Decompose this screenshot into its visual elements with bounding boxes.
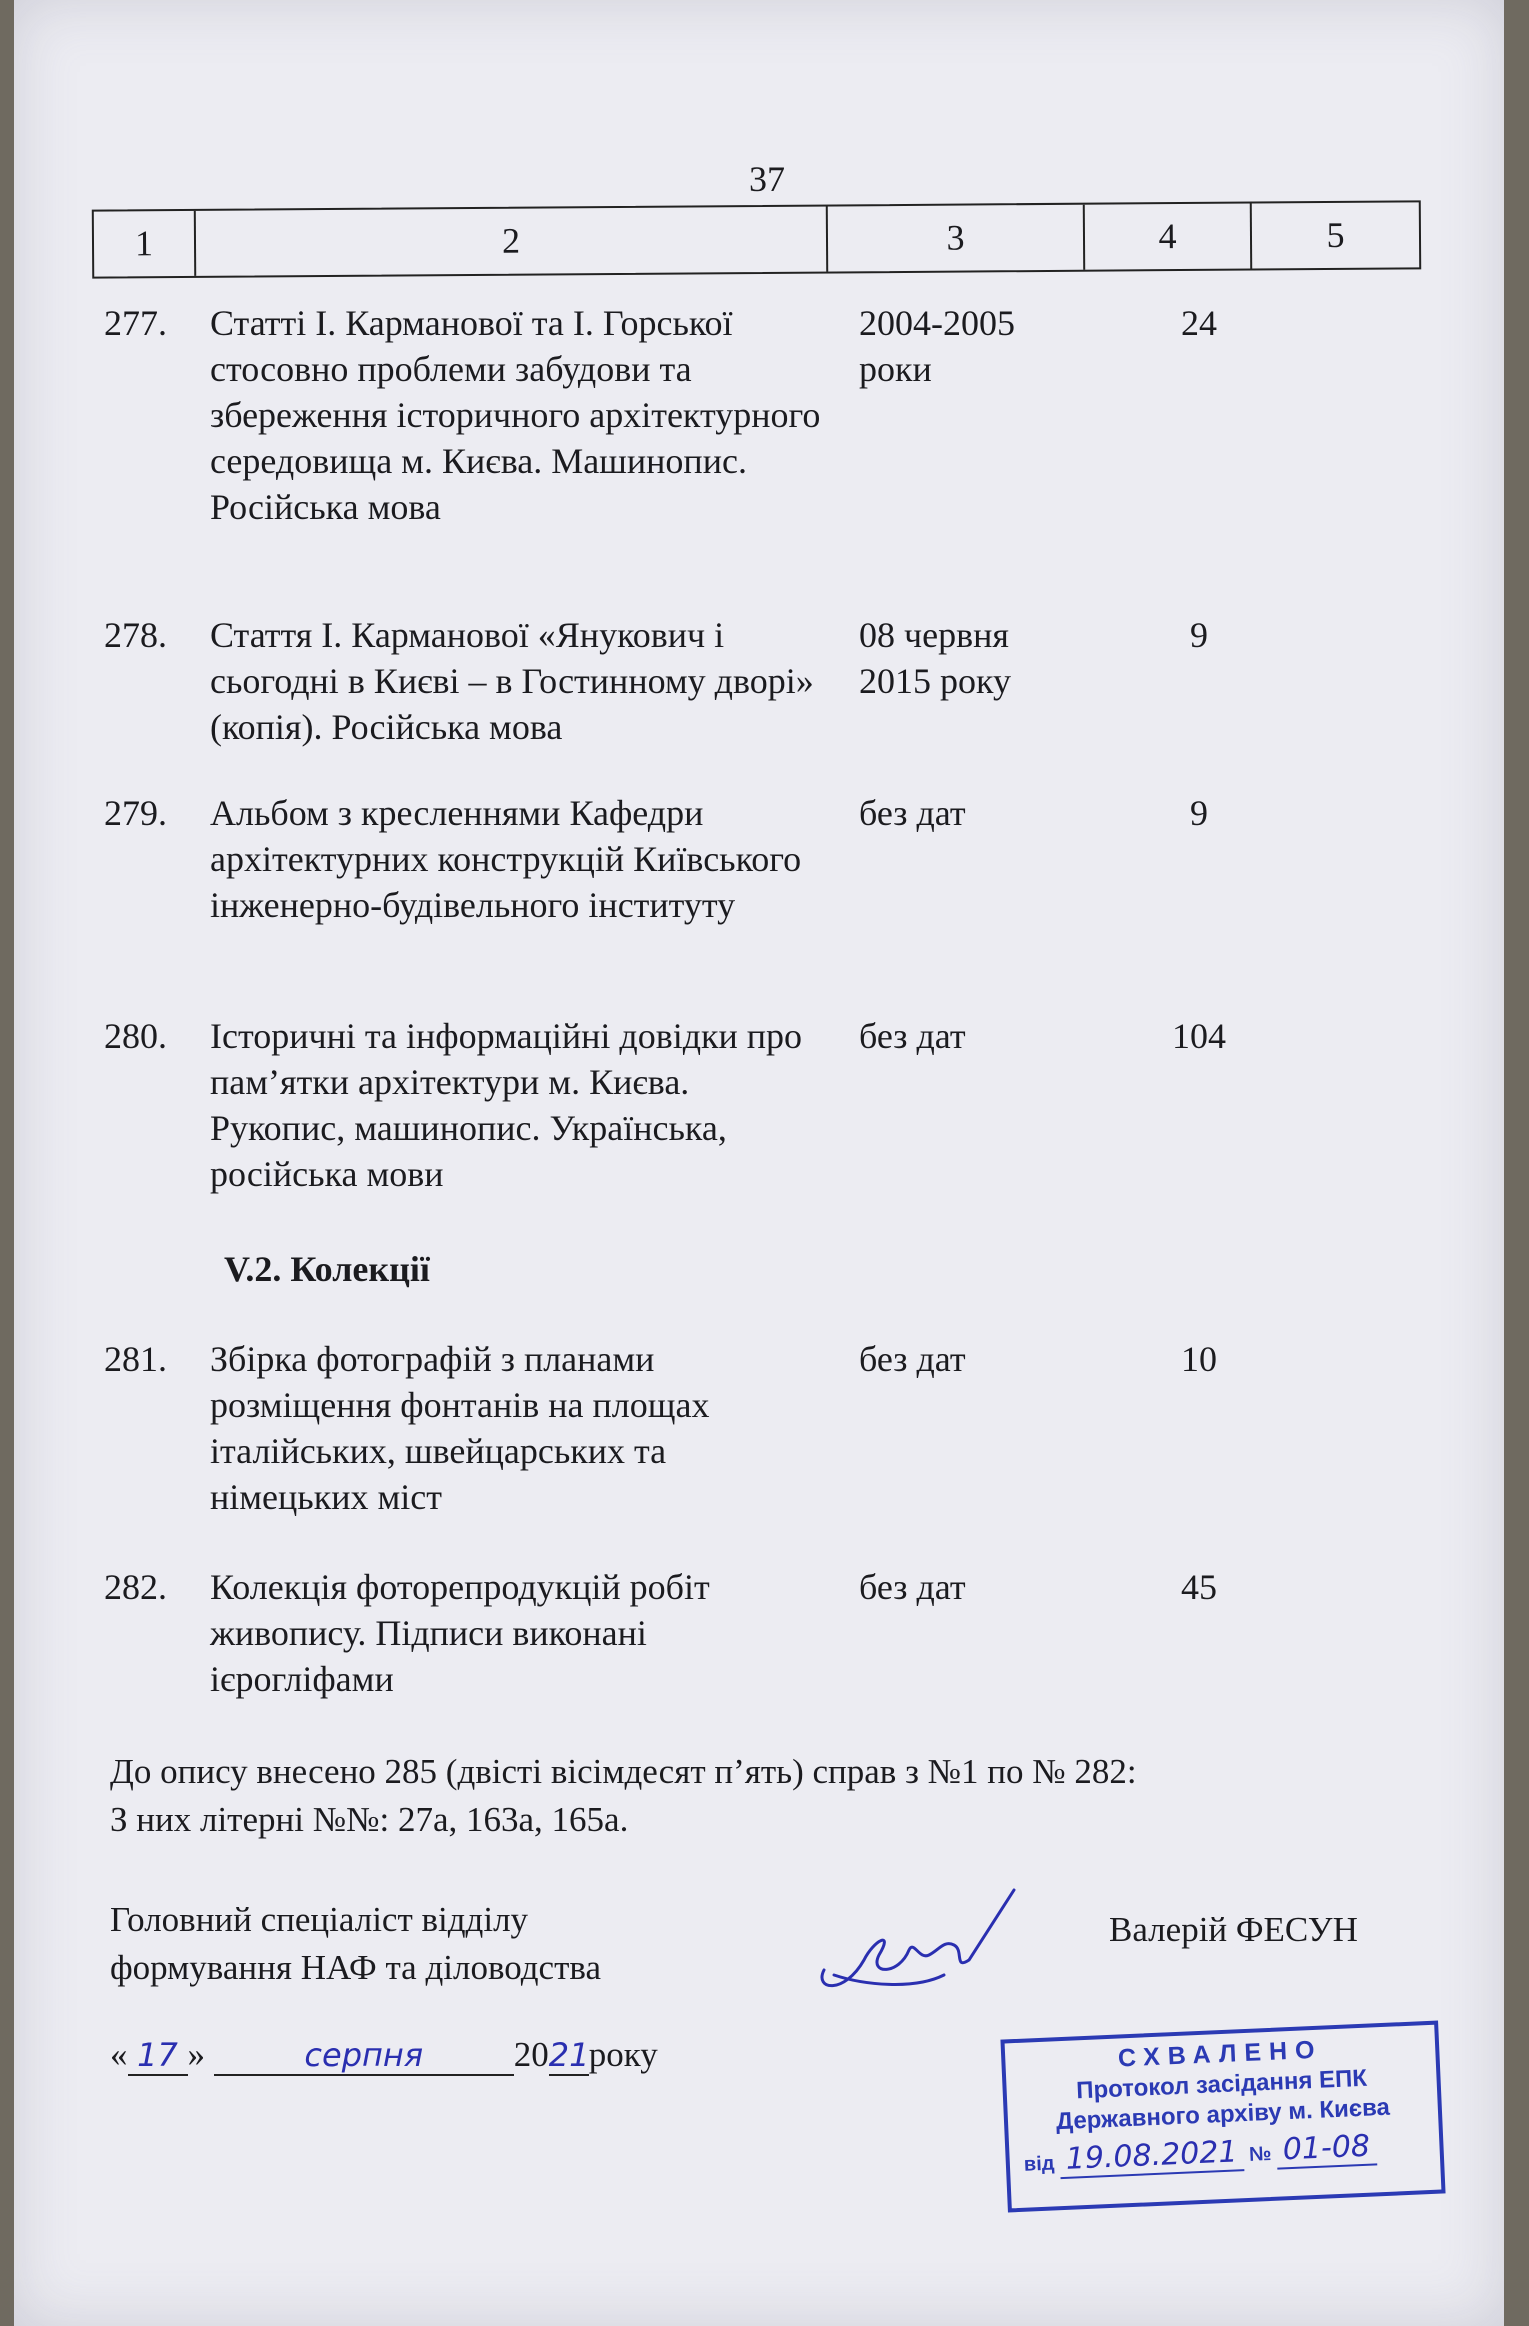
row-count: 104	[1172, 1016, 1226, 1056]
summary-line-1: До опису внесено 285 (двісті вісімдесят п’ять) справ з №1 по № 282:	[110, 1752, 1137, 1791]
page-number: 37	[749, 159, 785, 199]
section-title: V.2. Колекції	[224, 1249, 430, 1289]
row-number: 282.	[104, 1567, 167, 1607]
date-open-quote: «	[110, 2035, 128, 2074]
row-title: Колекція фоторепродукцій робіт живопису. Підписи виконані ієрогліфами	[210, 1567, 710, 1699]
date-year-suffix: 21	[548, 2036, 590, 2074]
document-page	[14, 0, 1504, 2326]
row-title: Історичні та інформаційні довідки про пам’ятки архітектури м. Києва. Рукопис, машинопис. Українська, російська мови	[210, 1016, 803, 1194]
signatory-title	[110, 1896, 601, 1992]
header-col-5: 5	[1326, 214, 1345, 256]
stamp-line-1: СХВАЛЕНО	[1117, 2035, 1324, 2073]
header-col-3: 3	[828, 205, 1085, 272]
summary-block	[110, 1748, 1137, 1844]
row-date: 08 червня 2015 року	[859, 615, 1011, 701]
date-close-quote: »	[187, 2035, 205, 2074]
date-year-prefix: 20	[513, 2035, 549, 2074]
row-number: 279.	[104, 793, 167, 833]
header-col-1: 1	[94, 211, 196, 277]
stamp-num-label: №	[1248, 2142, 1272, 2166]
row-title: Альбом з кресленнями Кафедри архітектурних конструкцій Київського інженерно-будівельного інституту	[210, 793, 802, 925]
row-number: 280.	[104, 1016, 167, 1056]
summary-line-2: З них літерні №№: 27а, 163а, 165а.	[110, 1800, 629, 1839]
stamp-from-label: від	[1023, 2152, 1055, 2176]
approval-stamp	[1000, 2021, 1445, 2213]
row-count: 9	[1190, 793, 1208, 833]
stamp-num-value: 01-08	[1276, 2128, 1377, 2169]
row-count: 24	[1181, 303, 1217, 343]
stamp-line-3: Державного архіву м. Києва	[1055, 2093, 1391, 2136]
stamp-line-2: Протокол засідання ЕПК	[1075, 2064, 1368, 2105]
signature-date	[110, 2035, 658, 2076]
handwritten-signature	[804, 1880, 1024, 2010]
row-title: Стаття І. Карманової «Янукович і сьогодні в Києві – в Гостинному дворі» (копія). Російська мова	[210, 615, 814, 747]
row-date: без дат	[859, 1567, 966, 1607]
row-title: Збірка фотографій з планами розміщення фонтанів на площах італійських, швейцарських та німецьких міст	[210, 1339, 710, 1517]
row-number: 278.	[104, 615, 167, 655]
signatory-title-line-1: Головний спеціаліст відділу	[110, 1900, 529, 1939]
date-suffix: року	[588, 2035, 658, 2074]
row-date: без дат	[859, 1016, 966, 1056]
signatory-name: Валерій ФЕСУН	[1109, 1910, 1358, 1949]
row-count: 10	[1181, 1339, 1217, 1379]
row-count: 45	[1181, 1567, 1217, 1607]
table-header	[92, 200, 1421, 278]
signatory-title-line-2: формування НАФ та діловодства	[110, 1948, 601, 1987]
stamp-date-value: 19.08.2021	[1059, 2134, 1244, 2179]
header-col-2: 2	[196, 207, 828, 276]
row-title: Статті І. Карманової та І. Горської стосовно проблеми забудови та збереження історичного архітектурного середовища м. Києва. Машинопис. Російська мова	[210, 303, 821, 527]
date-day: 17	[128, 2036, 188, 2076]
row-number: 277.	[104, 303, 167, 343]
date-month: серпня	[214, 2036, 514, 2076]
header-col-4: 4	[1085, 204, 1252, 270]
row-count: 9	[1190, 615, 1208, 655]
row-date: без дат	[859, 1339, 966, 1379]
row-date: 2004-2005 роки	[859, 303, 1015, 389]
row-number: 281.	[104, 1339, 167, 1379]
row-date: без дат	[859, 793, 966, 833]
